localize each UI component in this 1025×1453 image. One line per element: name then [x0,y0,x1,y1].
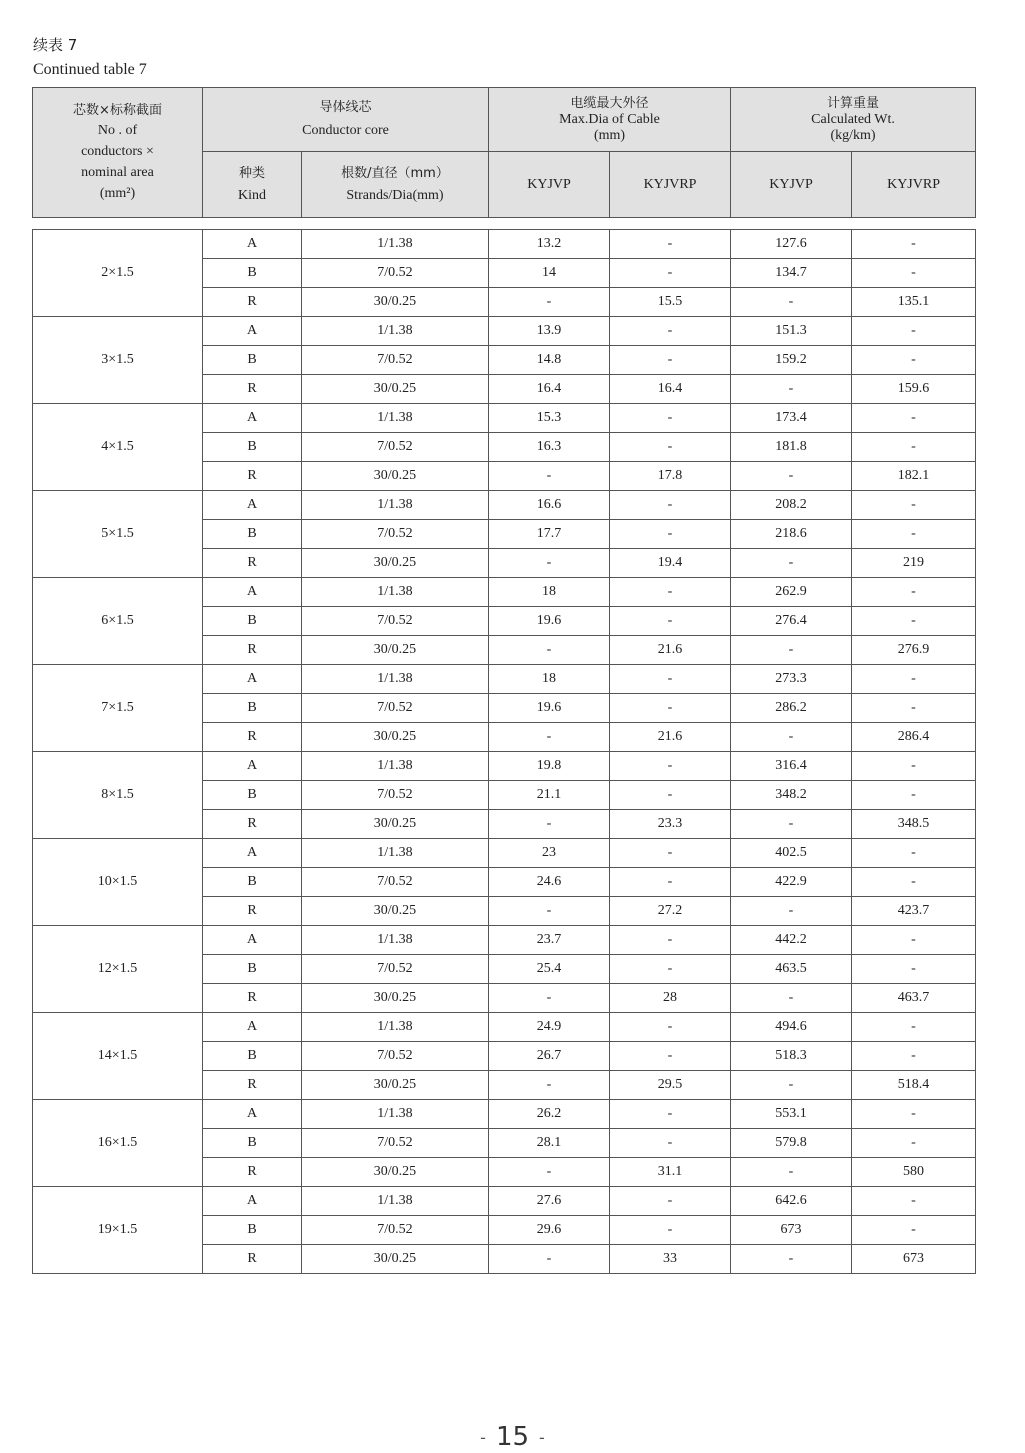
cell-wt-kyjvp: - [731,549,852,578]
header-text: Conductor core [302,123,389,138]
header-wt-kyjvp: KYJVP [731,152,852,218]
table-row [33,926,976,955]
cell-kind: B [203,955,302,984]
cell-strands: 30/0.25 [302,636,489,665]
cell-wt-kyjvp: - [731,1158,852,1187]
cell-wt-kyjvrp: 135.1 [852,288,976,317]
cell-wt-kyjvrp: - [852,1129,976,1158]
cell-kind: R [203,549,302,578]
cell-dia-kyjvrp: - [610,259,731,288]
cell-strands: 7/0.52 [302,433,489,462]
cell-strands: 7/0.52 [302,781,489,810]
cell-dia-kyjvrp: - [610,230,731,259]
header-text: 电缆最大外径 [570,95,649,111]
cell-kind: B [203,346,302,375]
table-caption-en: Continued table 7 [33,61,147,78]
cell-kind: B [203,1216,302,1245]
cell-wt-kyjvp: 208.2 [731,491,852,520]
table-row [33,317,976,346]
cell-kind: R [203,1071,302,1100]
page-dash-right: - [539,1428,545,1447]
cell-dia-kyjvp: 23 [489,839,610,868]
cell-strands: 1/1.38 [302,491,489,520]
cell-kind: R [203,897,302,926]
cell-strands: 1/1.38 [302,317,489,346]
cell-dia-kyjvrp: 21.6 [610,723,731,752]
cell-wt-kyjvrp: - [852,781,976,810]
cell-strands: 30/0.25 [302,462,489,491]
cell-dia-kyjvrp: - [610,1216,731,1245]
cell-dia-kyjvrp: 33 [610,1245,731,1274]
cell-strands: 1/1.38 [302,230,489,259]
cell-wt-kyjvrp: 182.1 [852,462,976,491]
cell-wt-kyjvrp: - [852,926,976,955]
cell-wt-kyjvrp: - [852,404,976,433]
cell-dia-kyjvp: 26.7 [489,1042,610,1071]
cell-strands: 1/1.38 [302,404,489,433]
cell-wt-kyjvp: 173.4 [731,404,852,433]
cell-wt-kyjvrp: - [852,752,976,781]
cell-kind: R [203,810,302,839]
cell-kind: B [203,781,302,810]
cell-wt-kyjvp: 151.3 [731,317,852,346]
cell-wt-kyjvrp: - [852,346,976,375]
header-text: (mm) [593,127,626,143]
cell-strands: 1/1.38 [302,1013,489,1042]
table-row [33,578,976,607]
cell-kind: R [203,1158,302,1187]
cell-kind: B [203,520,302,549]
header-text: nominal area [81,165,154,180]
cell-strands: 7/0.52 [302,346,489,375]
cell-kind: R [203,984,302,1013]
group-label: 14×1.5 [33,1013,203,1100]
cell-strands: 7/0.52 [302,607,489,636]
cell-wt-kyjvp: 273.3 [731,665,852,694]
header-text: (mm²) [99,186,136,201]
table-row [33,1187,976,1216]
header-kind [203,152,302,218]
cell-dia-kyjvp: 14 [489,259,610,288]
table-header [32,87,976,218]
cell-wt-kyjvrp: - [852,1013,976,1042]
header-text: 计算重量 [827,95,880,111]
table-row [33,839,976,868]
cell-wt-kyjvrp: 219 [852,549,976,578]
cell-kind: A [203,578,302,607]
cell-dia-kyjvrp: - [610,1042,731,1071]
page-dash-left: - [480,1428,486,1447]
header-wt-kyjvrp: KYJVRP [852,152,976,218]
cell-wt-kyjvrp: - [852,839,976,868]
table-row [33,404,976,433]
cell-kind: A [203,665,302,694]
cell-wt-kyjvrp: 348.5 [852,810,976,839]
cell-dia-kyjvrp: - [610,1129,731,1158]
cell-dia-kyjvrp: 16.4 [610,375,731,404]
page-number: 15 [495,1422,530,1452]
cell-kind: B [203,1042,302,1071]
cell-dia-kyjvrp: - [610,926,731,955]
cell-wt-kyjvp: 316.4 [731,752,852,781]
cell-strands: 7/0.52 [302,259,489,288]
cell-wt-kyjvrp: 580 [852,1158,976,1187]
cell-dia-kyjvp: - [489,549,610,578]
header-conductor-core [203,88,489,152]
cell-wt-kyjvrp: - [852,1100,976,1129]
cell-dia-kyjvrp: 27.2 [610,897,731,926]
cell-dia-kyjvp: - [489,723,610,752]
cell-wt-kyjvrp: - [852,259,976,288]
header-max-dia [489,88,731,152]
cell-dia-kyjvp: - [489,984,610,1013]
cell-dia-kyjvrp: - [610,578,731,607]
cell-dia-kyjvp: - [489,897,610,926]
cell-kind: R [203,462,302,491]
cell-dia-kyjvp: 17.7 [489,520,610,549]
cell-strands: 7/0.52 [302,955,489,984]
cell-kind: B [203,433,302,462]
group-label: 8×1.5 [33,752,203,839]
cell-kind: A [203,926,302,955]
header-text: 芯数×标称截面 [73,103,162,118]
cell-kind: A [203,1187,302,1216]
cell-strands: 30/0.25 [302,1071,489,1100]
cell-wt-kyjvp: - [731,1071,852,1100]
cell-dia-kyjvp: 26.2 [489,1100,610,1129]
header-text: 种类 [238,165,265,181]
cell-dia-kyjvrp: 21.6 [610,636,731,665]
cell-strands: 1/1.38 [302,1187,489,1216]
cell-wt-kyjvrp: - [852,665,976,694]
cell-dia-kyjvrp: - [610,1187,731,1216]
group-label: 5×1.5 [33,491,203,578]
cell-kind: B [203,694,302,723]
table-row [33,1100,976,1129]
cell-kind: R [203,723,302,752]
cell-wt-kyjvrp: - [852,317,976,346]
cell-wt-kyjvrp: - [852,607,976,636]
cell-dia-kyjvp: 19.6 [489,607,610,636]
cell-wt-kyjvrp: 518.4 [852,1071,976,1100]
cell-dia-kyjvrp: - [610,317,731,346]
cell-wt-kyjvp: 579.8 [731,1129,852,1158]
cell-kind: R [203,375,302,404]
cell-dia-kyjvrp: 17.8 [610,462,731,491]
header-text: Kind [238,187,266,203]
cell-dia-kyjvrp: 19.4 [610,549,731,578]
cell-dia-kyjvrp: - [610,665,731,694]
cell-strands: 7/0.52 [302,694,489,723]
cell-strands: 30/0.25 [302,810,489,839]
table-row [33,665,976,694]
group-label: 16×1.5 [33,1100,203,1187]
cell-dia-kyjvrp: - [610,1100,731,1129]
cell-dia-kyjvp: 19.6 [489,694,610,723]
cell-dia-kyjvp: 27.6 [489,1187,610,1216]
cell-strands: 1/1.38 [302,839,489,868]
cell-wt-kyjvrp: - [852,491,976,520]
cell-strands: 30/0.25 [302,897,489,926]
cell-dia-kyjvrp: - [610,520,731,549]
cell-strands: 1/1.38 [302,578,489,607]
cell-dia-kyjvrp: 15.5 [610,288,731,317]
cell-wt-kyjvp: 159.2 [731,346,852,375]
group-label: 3×1.5 [33,317,203,404]
group-label: 19×1.5 [33,1187,203,1274]
cell-wt-kyjvp: - [731,636,852,665]
cell-dia-kyjvp: - [489,1158,610,1187]
cell-dia-kyjvrp: 23.3 [610,810,731,839]
cell-kind: B [203,868,302,897]
cell-wt-kyjvrp: - [852,578,976,607]
cell-wt-kyjvrp: - [852,520,976,549]
table-caption-cn: 续表 7 [33,36,78,54]
table-row [33,491,976,520]
group-label: 2×1.5 [33,230,203,317]
header-text: Calculated Wt. [811,111,895,127]
cell-wt-kyjvp: 673 [731,1216,852,1245]
cell-kind: A [203,404,302,433]
cell-wt-kyjvp: 348.2 [731,781,852,810]
cell-wt-kyjvrp: 286.4 [852,723,976,752]
cell-wt-kyjvp: 262.9 [731,578,852,607]
cell-dia-kyjvp: 16.3 [489,433,610,462]
cell-dia-kyjvp: - [489,810,610,839]
cell-wt-kyjvp: - [731,723,852,752]
cell-dia-kyjvp: 29.6 [489,1216,610,1245]
cell-dia-kyjvrp: 31.1 [610,1158,731,1187]
cell-kind: R [203,636,302,665]
cell-dia-kyjvrp: - [610,491,731,520]
cell-wt-kyjvp: 553.1 [731,1100,852,1129]
cell-kind: A [203,317,302,346]
cell-strands: 30/0.25 [302,288,489,317]
cell-wt-kyjvp: 518.3 [731,1042,852,1071]
cell-strands: 1/1.38 [302,752,489,781]
header-text: 导体线芯 [319,100,372,115]
cell-wt-kyjvrp: - [852,230,976,259]
cell-dia-kyjvrp: - [610,781,731,810]
cell-wt-kyjvp: - [731,288,852,317]
group-label: 6×1.5 [33,578,203,665]
cell-wt-kyjvp: 276.4 [731,607,852,636]
cell-dia-kyjvrp: - [610,346,731,375]
cell-strands: 30/0.25 [302,1245,489,1274]
header-text: Strands/Dia(mm) [346,187,444,203]
cell-wt-kyjvrp: 276.9 [852,636,976,665]
cell-dia-kyjvp: 24.9 [489,1013,610,1042]
cell-kind: R [203,1245,302,1274]
cell-dia-kyjvp: - [489,1071,610,1100]
page-footer [0,1422,1025,1452]
cell-dia-kyjvrp: - [610,752,731,781]
cell-wt-kyjvp: - [731,984,852,1013]
cell-kind: A [203,230,302,259]
header-dia-kyjvrp: KYJVRP [610,152,731,218]
cell-wt-kyjvp: - [731,897,852,926]
cell-strands: 7/0.52 [302,868,489,897]
cell-strands: 7/0.52 [302,520,489,549]
group-label: 10×1.5 [33,839,203,926]
cell-dia-kyjvp: - [489,462,610,491]
cell-wt-kyjvrp: - [852,1042,976,1071]
cell-dia-kyjvp: 13.9 [489,317,610,346]
cell-wt-kyjvp: 442.2 [731,926,852,955]
cell-dia-kyjvrp: - [610,1013,731,1042]
cell-dia-kyjvp: 13.2 [489,230,610,259]
cell-dia-kyjvrp: - [610,955,731,984]
cell-dia-kyjvp: 15.3 [489,404,610,433]
cell-wt-kyjvp: 127.6 [731,230,852,259]
header-text: conductors × [81,144,154,159]
group-label: 7×1.5 [33,665,203,752]
cell-kind: A [203,752,302,781]
cell-strands: 7/0.52 [302,1129,489,1158]
table-body [33,230,976,1274]
cell-wt-kyjvp: 422.9 [731,868,852,897]
cell-wt-kyjvp: 463.5 [731,955,852,984]
header-text: Max.Dia of Cable [559,111,660,127]
group-label: 4×1.5 [33,404,203,491]
cell-dia-kyjvp: 19.8 [489,752,610,781]
cell-wt-kyjvrp: - [852,868,976,897]
table-row [33,1013,976,1042]
cell-wt-kyjvp: - [731,462,852,491]
cell-strands: 1/1.38 [302,1100,489,1129]
cell-wt-kyjvp: 286.2 [731,694,852,723]
cell-dia-kyjvp: 14.8 [489,346,610,375]
cell-wt-kyjvrp: - [852,1187,976,1216]
cell-kind: A [203,1100,302,1129]
cell-wt-kyjvp: 181.8 [731,433,852,462]
cell-wt-kyjvrp: - [852,955,976,984]
cell-dia-kyjvp: 18 [489,578,610,607]
cell-dia-kyjvp: 16.6 [489,491,610,520]
cell-dia-kyjvp: - [489,288,610,317]
cell-wt-kyjvrp: 159.6 [852,375,976,404]
cell-wt-kyjvrp: - [852,694,976,723]
cell-dia-kyjvp: 23.7 [489,926,610,955]
header-dia-kyjvp: KYJVP [489,152,610,218]
cell-strands: 1/1.38 [302,926,489,955]
cell-dia-kyjvrp: - [610,868,731,897]
cell-wt-kyjvrp: - [852,1216,976,1245]
cell-dia-kyjvp: 18 [489,665,610,694]
cell-strands: 30/0.25 [302,984,489,1013]
cell-wt-kyjvp: - [731,810,852,839]
cell-dia-kyjvrp: - [610,694,731,723]
cell-dia-kyjvrp: 28 [610,984,731,1013]
cell-dia-kyjvrp: 29.5 [610,1071,731,1100]
cell-wt-kyjvp: - [731,375,852,404]
cell-kind: A [203,491,302,520]
cell-dia-kyjvp: 24.6 [489,868,610,897]
cell-kind: A [203,839,302,868]
data-table [32,229,976,1274]
cell-dia-kyjvp: 21.1 [489,781,610,810]
cell-wt-kyjvrp: 423.7 [852,897,976,926]
cell-dia-kyjvrp: - [610,839,731,868]
cell-strands: 7/0.52 [302,1042,489,1071]
header-strands [302,152,489,218]
cell-kind: B [203,607,302,636]
header-text: 根数/直径（mm） [341,165,449,181]
cell-wt-kyjvrp: 673 [852,1245,976,1274]
cell-kind: B [203,259,302,288]
cell-dia-kyjvrp: - [610,607,731,636]
cell-wt-kyjvp: 494.6 [731,1013,852,1042]
header-text: No . of [97,123,138,138]
cell-wt-kyjvp: 402.5 [731,839,852,868]
cell-strands: 1/1.38 [302,665,489,694]
cell-kind: B [203,1129,302,1158]
cell-dia-kyjvp: - [489,1245,610,1274]
cell-dia-kyjvp: 28.1 [489,1129,610,1158]
cell-strands: 7/0.52 [302,1216,489,1245]
cell-dia-kyjvrp: - [610,433,731,462]
group-label: 12×1.5 [33,926,203,1013]
cell-wt-kyjvp: - [731,1245,852,1274]
cell-wt-kyjvrp: 463.7 [852,984,976,1013]
cell-dia-kyjvp: 16.4 [489,375,610,404]
cell-wt-kyjvrp: - [852,433,976,462]
cell-strands: 30/0.25 [302,1158,489,1187]
table-row [33,230,976,259]
cell-strands: 30/0.25 [302,723,489,752]
cell-dia-kyjvp: 25.4 [489,955,610,984]
cell-wt-kyjvp: 642.6 [731,1187,852,1216]
header-text: (kg/km) [830,127,876,143]
cell-dia-kyjvrp: - [610,404,731,433]
cell-kind: A [203,1013,302,1042]
cell-wt-kyjvp: 134.7 [731,259,852,288]
header-conductors-area [33,88,203,218]
cell-strands: 30/0.25 [302,549,489,578]
cell-dia-kyjvp: - [489,636,610,665]
header-calculated-wt [731,88,976,152]
cell-kind: R [203,288,302,317]
table-row [33,752,976,781]
cell-wt-kyjvp: 218.6 [731,520,852,549]
cell-strands: 30/0.25 [302,375,489,404]
